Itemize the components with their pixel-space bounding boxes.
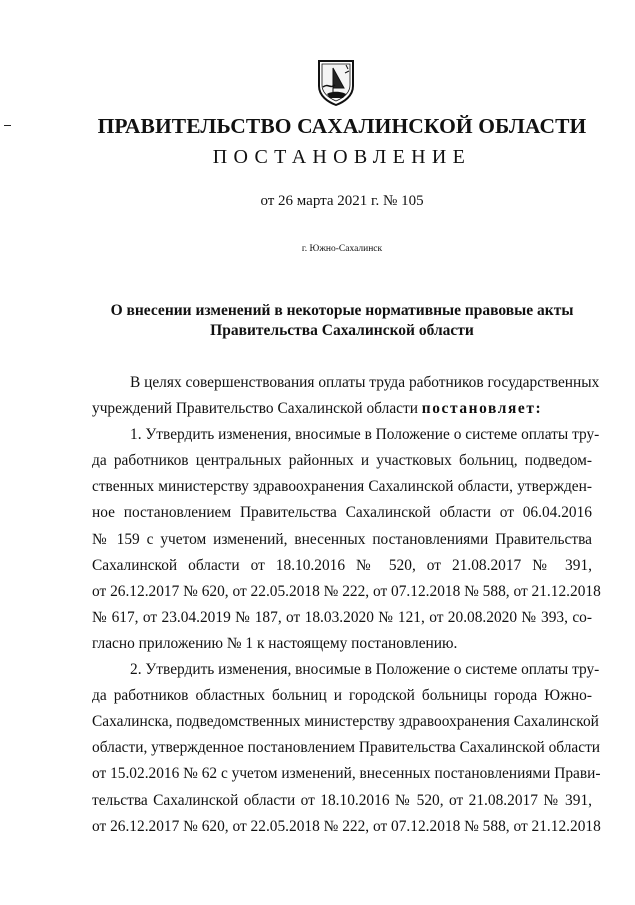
body-line: Сахалинска, подведомственных министерству здравоохранения Сахалинской	[92, 713, 599, 731]
body-line	[92, 396, 592, 422]
sakhalin-coat-of-arms-icon	[316, 58, 356, 106]
document-city: г. Южно-Сахалинск	[301, 244, 383, 254]
document-date-number: от 26 марта 2021 г. № 105	[260, 193, 424, 209]
document-subject	[92, 301, 592, 341]
body-line: Сахалинской области от 18.10.2016 № 520, от 21.08.2017 № 391,	[92, 556, 592, 574]
document-type: ПОСТАНОВЛЕНИЕ	[212, 146, 472, 168]
body-line: тельства Сахалинской области от 18.10.2016 № 520, от 21.08.2017 № 391,	[92, 791, 592, 809]
document-body	[92, 370, 601, 840]
body-line: № 159 с учетом изменений, внесенных постановлениями Правительства	[92, 530, 592, 548]
body-line: гласно приложению № 1 к настоящему постановлению.	[92, 634, 458, 652]
body-line: от 26.12.2017 № 620, от 22.05.2018 № 222, от 07.12.2018 № 588, от 21.12.2018	[92, 817, 601, 835]
body-line: от 15.02.2016 № 62 с учетом изменений, внесенных постановлениями Прави-	[92, 765, 601, 783]
subject-line: О внесении изменений в некоторые нормативные правовые акты	[110, 302, 574, 319]
decree-keyword: постановляет:	[421, 400, 543, 418]
body-line: от 26.12.2017 № 620, от 22.05.2018 № 222, от 07.12.2018 № 588, от 21.12.2018	[92, 582, 601, 600]
body-line: области, утвержденное постановлением Правительства Сахалинской области	[92, 739, 601, 757]
body-line: 1. Утвердить изменения, вносимые в Положение о системе оплаты тру-	[130, 426, 600, 444]
body-line: ное постановлением Правительства Сахалинской области от 06.04.2016	[92, 504, 592, 522]
body-line: да работников областных больниц и городской больницы города Южно-	[92, 687, 592, 705]
government-title: ПРАВИТЕЛЬСТВО САХАЛИНСКОЙ ОБЛАСТИ	[97, 114, 587, 138]
body-line: 2. Утвердить изменения, вносимые в Положение о системе оплаты тру-	[130, 661, 600, 679]
body-line: № 617, от 23.04.2019 № 187, от 18.03.2020 № 121, от 20.08.2020 № 393, со-	[92, 608, 592, 626]
body-line: ственных министерству здравоохранения Сахалинской области, утвержден-	[92, 478, 592, 496]
body-text-run: учреждений Правительство Сахалинской области	[92, 400, 422, 418]
body-line: да работников центральных районных и участковых больниц, подведом-	[92, 452, 592, 470]
subject-line: Правительства Сахалинской области	[210, 322, 474, 339]
body-line: В целях совершенствования оплаты труда работников государственных	[130, 374, 600, 391]
